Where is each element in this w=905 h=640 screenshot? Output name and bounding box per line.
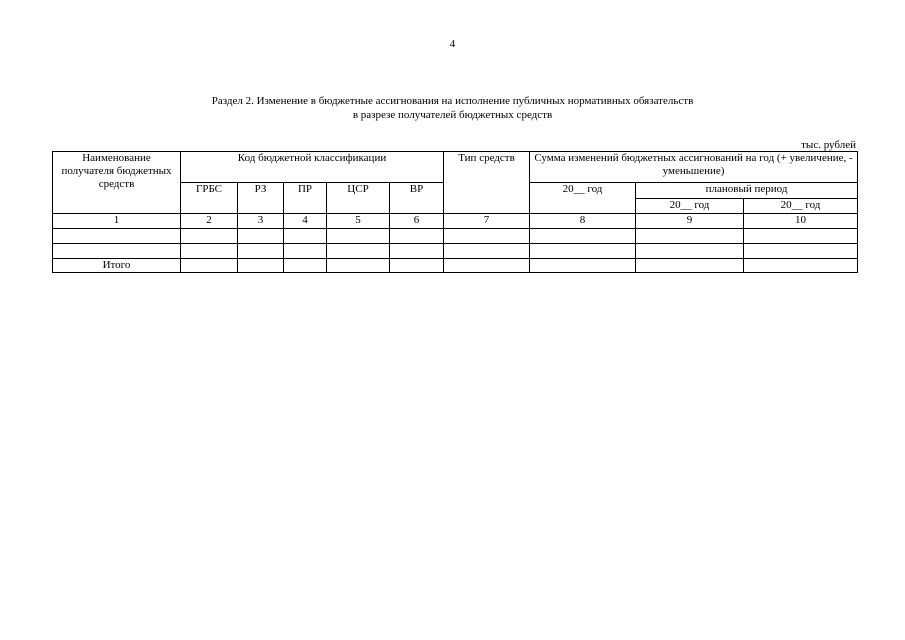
section-title-line-1: Раздел 2. Изменение в бюджетные ассигнования на исполнение публичных нормативных обязательств <box>211 95 694 107</box>
header-grbs: ГРБС <box>181 183 238 214</box>
table-cell[interactable] <box>530 244 636 259</box>
table-cell[interactable] <box>238 259 284 273</box>
total-row <box>53 259 858 273</box>
table-cell[interactable] <box>181 229 238 244</box>
column-number: 3 <box>238 214 284 229</box>
table-cell[interactable] <box>444 244 530 259</box>
column-number: 7 <box>444 214 530 229</box>
table-row <box>53 244 858 259</box>
table-cell[interactable] <box>390 259 444 273</box>
total-label: Итого <box>53 259 181 273</box>
table-cell[interactable] <box>390 229 444 244</box>
section-title-line-2: в разрезе получателей бюджетных средств <box>352 109 553 121</box>
column-number: 2 <box>181 214 238 229</box>
header-year: 20__ год <box>530 183 636 214</box>
header-row-1 <box>53 152 858 183</box>
section-title <box>0 94 905 122</box>
table-cell[interactable] <box>744 229 858 244</box>
column-numbers-row <box>53 214 858 229</box>
table-cell[interactable] <box>284 244 327 259</box>
table-cell[interactable] <box>444 259 530 273</box>
table-cell[interactable] <box>181 244 238 259</box>
table-cell[interactable] <box>238 229 284 244</box>
header-vr: ВР <box>390 183 444 214</box>
table-cell[interactable] <box>327 229 390 244</box>
column-number: 1 <box>53 214 181 229</box>
table-cell[interactable] <box>744 244 858 259</box>
header-rz: РЗ <box>238 183 284 214</box>
column-number: 6 <box>390 214 444 229</box>
column-number: 8 <box>530 214 636 229</box>
table-cell[interactable] <box>744 259 858 273</box>
table-cell[interactable] <box>53 244 181 259</box>
column-number: 5 <box>327 214 390 229</box>
column-number: 4 <box>284 214 327 229</box>
header-pr: ПР <box>284 183 327 214</box>
table-cell[interactable] <box>444 229 530 244</box>
column-number: 10 <box>744 214 858 229</box>
table-cell[interactable] <box>284 259 327 273</box>
table-cell[interactable] <box>284 229 327 244</box>
table-cell[interactable] <box>530 259 636 273</box>
header-classification: Код бюджетной классификации <box>181 152 444 183</box>
table-cell[interactable] <box>636 259 744 273</box>
budget-changes-table <box>52 151 858 273</box>
header-sum-changes: Сумма изменений бюджетных ассигнований на год (+ увеличение, - уменьшение) <box>530 152 858 183</box>
column-number: 9 <box>636 214 744 229</box>
page-number: 4 <box>449 38 456 50</box>
table-cell[interactable] <box>327 244 390 259</box>
units-label: тыс. рублей <box>801 139 856 151</box>
table-cell[interactable] <box>238 244 284 259</box>
table-cell[interactable] <box>327 259 390 273</box>
header-csr: ЦСР <box>327 183 390 214</box>
table-cell[interactable] <box>390 244 444 259</box>
header-recipient: Наименование получателя бюджетных средств <box>53 152 181 214</box>
table-cell[interactable] <box>181 259 238 273</box>
table-row <box>53 229 858 244</box>
table-cell[interactable] <box>636 229 744 244</box>
table-cell[interactable] <box>636 244 744 259</box>
table-cell[interactable] <box>53 229 181 244</box>
header-fund-type: Тип средств <box>444 152 530 214</box>
header-planning-period: плановый период <box>636 183 858 199</box>
header-year-3: 20__ год <box>744 198 858 214</box>
table-cell[interactable] <box>530 229 636 244</box>
header-year-2: 20__ год <box>636 198 744 214</box>
